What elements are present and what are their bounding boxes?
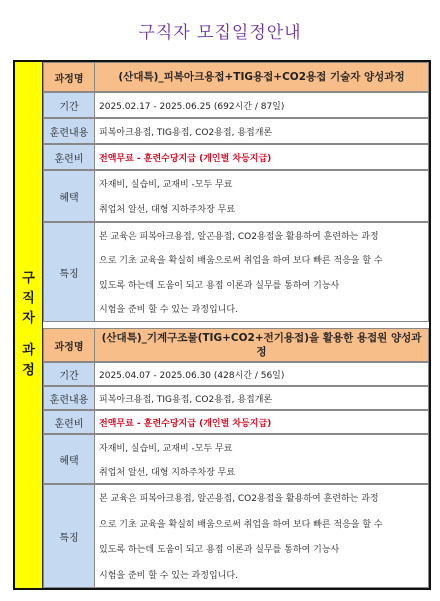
fee-label: 훈련비 <box>43 144 95 170</box>
course-name-label: 과정명 <box>43 328 95 362</box>
period-label: 기간 <box>43 92 95 118</box>
period-label: 기간 <box>43 362 95 386</box>
benefit-value <box>95 170 429 222</box>
content-row <box>43 118 429 144</box>
side-char: 직 <box>22 291 35 306</box>
feature-line: 시험을 준비 할 수 있는 과정입니다. <box>99 305 238 316</box>
content-label: 훈련내용 <box>43 386 95 410</box>
feature-line: 으로 기초 교육을 확실히 배움으로써 취업을 하여 보다 빠른 적응을 할 수 <box>99 256 383 267</box>
content-value: 피복아크용접, TIG용접, CO2용접, 용접개론 <box>95 386 429 410</box>
fee-row <box>43 410 429 434</box>
feature-row <box>43 222 429 322</box>
fee-row <box>43 144 429 170</box>
side-char: 구 <box>22 271 35 286</box>
feature-label: 특징 <box>43 222 95 322</box>
feature-line: 본 교육은 피복아크용접, 알곤용접, CO2용접을 활용하여 훈련하는 과정 <box>99 231 379 242</box>
feature-line: 본 교육은 피복아크용접, 알곤용접, CO2용접을 활용하여 훈련하는 과정 <box>99 494 379 505</box>
side-char: 정 <box>22 363 35 378</box>
course-name: (산대특)_피복아크용접+TIG용접+CO2용접 기술자 양성과정 <box>95 62 429 92</box>
benefit-label: 혜택 <box>43 170 95 222</box>
benefit-line: 자재비, 실습비, 교재비 -모두 무료 <box>99 443 233 454</box>
benefit-line: 자재비, 실습비, 교재비 -모두 무료 <box>99 180 233 190</box>
period-value: 2025.02.17 - 2025.06.25 (692시간 / 87일) <box>95 92 429 118</box>
fee-value: 전액무료 - 훈련수당지급 (개인별 차등지급) <box>95 144 429 170</box>
content-label: 훈련내용 <box>43 118 95 144</box>
period-row <box>43 362 429 386</box>
feature-line: 으로 기초 교육을 확실히 배움으로써 취업을 하여 보다 빠른 적응을 할 수 <box>99 519 383 530</box>
benefit-line: 취업처 알선, 대형 지하주차장 무료 <box>99 467 236 478</box>
feature-line: 있도록 하는데 도움이 되고 용접 이론과 실무를 통하여 기능사 <box>99 280 340 291</box>
feature-row <box>43 484 429 588</box>
feature-line: 있도록 하는데 도움이 되고 용접 이론과 실무를 통하여 기능사 <box>99 545 340 556</box>
feature-label: 특징 <box>43 484 95 588</box>
benefit-value <box>95 434 429 484</box>
page-title: 구직자 모집일정안내 <box>138 23 302 43</box>
feature-line: 시험을 준비 할 수 있는 과정입니다. <box>99 570 238 581</box>
fee-value: 전액무료 - 훈련수당지급 (개인별 차등지급) <box>95 410 429 434</box>
course-name: (산대특)_기계구조물(TIG+CO2+전기용접)을 활용한 용접원 양성과정 <box>95 328 429 362</box>
side-char: 자 <box>22 311 35 326</box>
period-row <box>43 92 429 118</box>
course-name-row <box>43 62 429 92</box>
course-name-row <box>43 328 429 362</box>
side-label <box>15 62 43 588</box>
benefit-line: 취업처 알선, 대형 지하주차장 무료 <box>99 205 236 215</box>
content-row <box>43 386 429 410</box>
course-name-label: 과정명 <box>43 62 95 92</box>
period-value: 2025.04.07 - 2025.06.30 (428시간 / 56일) <box>95 362 429 386</box>
benefit-row <box>43 170 429 222</box>
content-value: 피복아크용접, TIG용접, CO2용접, 용접개론 <box>95 118 429 144</box>
schedule-table <box>13 60 431 590</box>
benefit-row <box>43 434 429 484</box>
benefit-label: 혜택 <box>43 434 95 484</box>
fee-label: 훈련비 <box>43 410 95 434</box>
feature-value <box>95 484 429 588</box>
feature-value <box>95 222 429 322</box>
side-char: 과 <box>22 343 35 358</box>
